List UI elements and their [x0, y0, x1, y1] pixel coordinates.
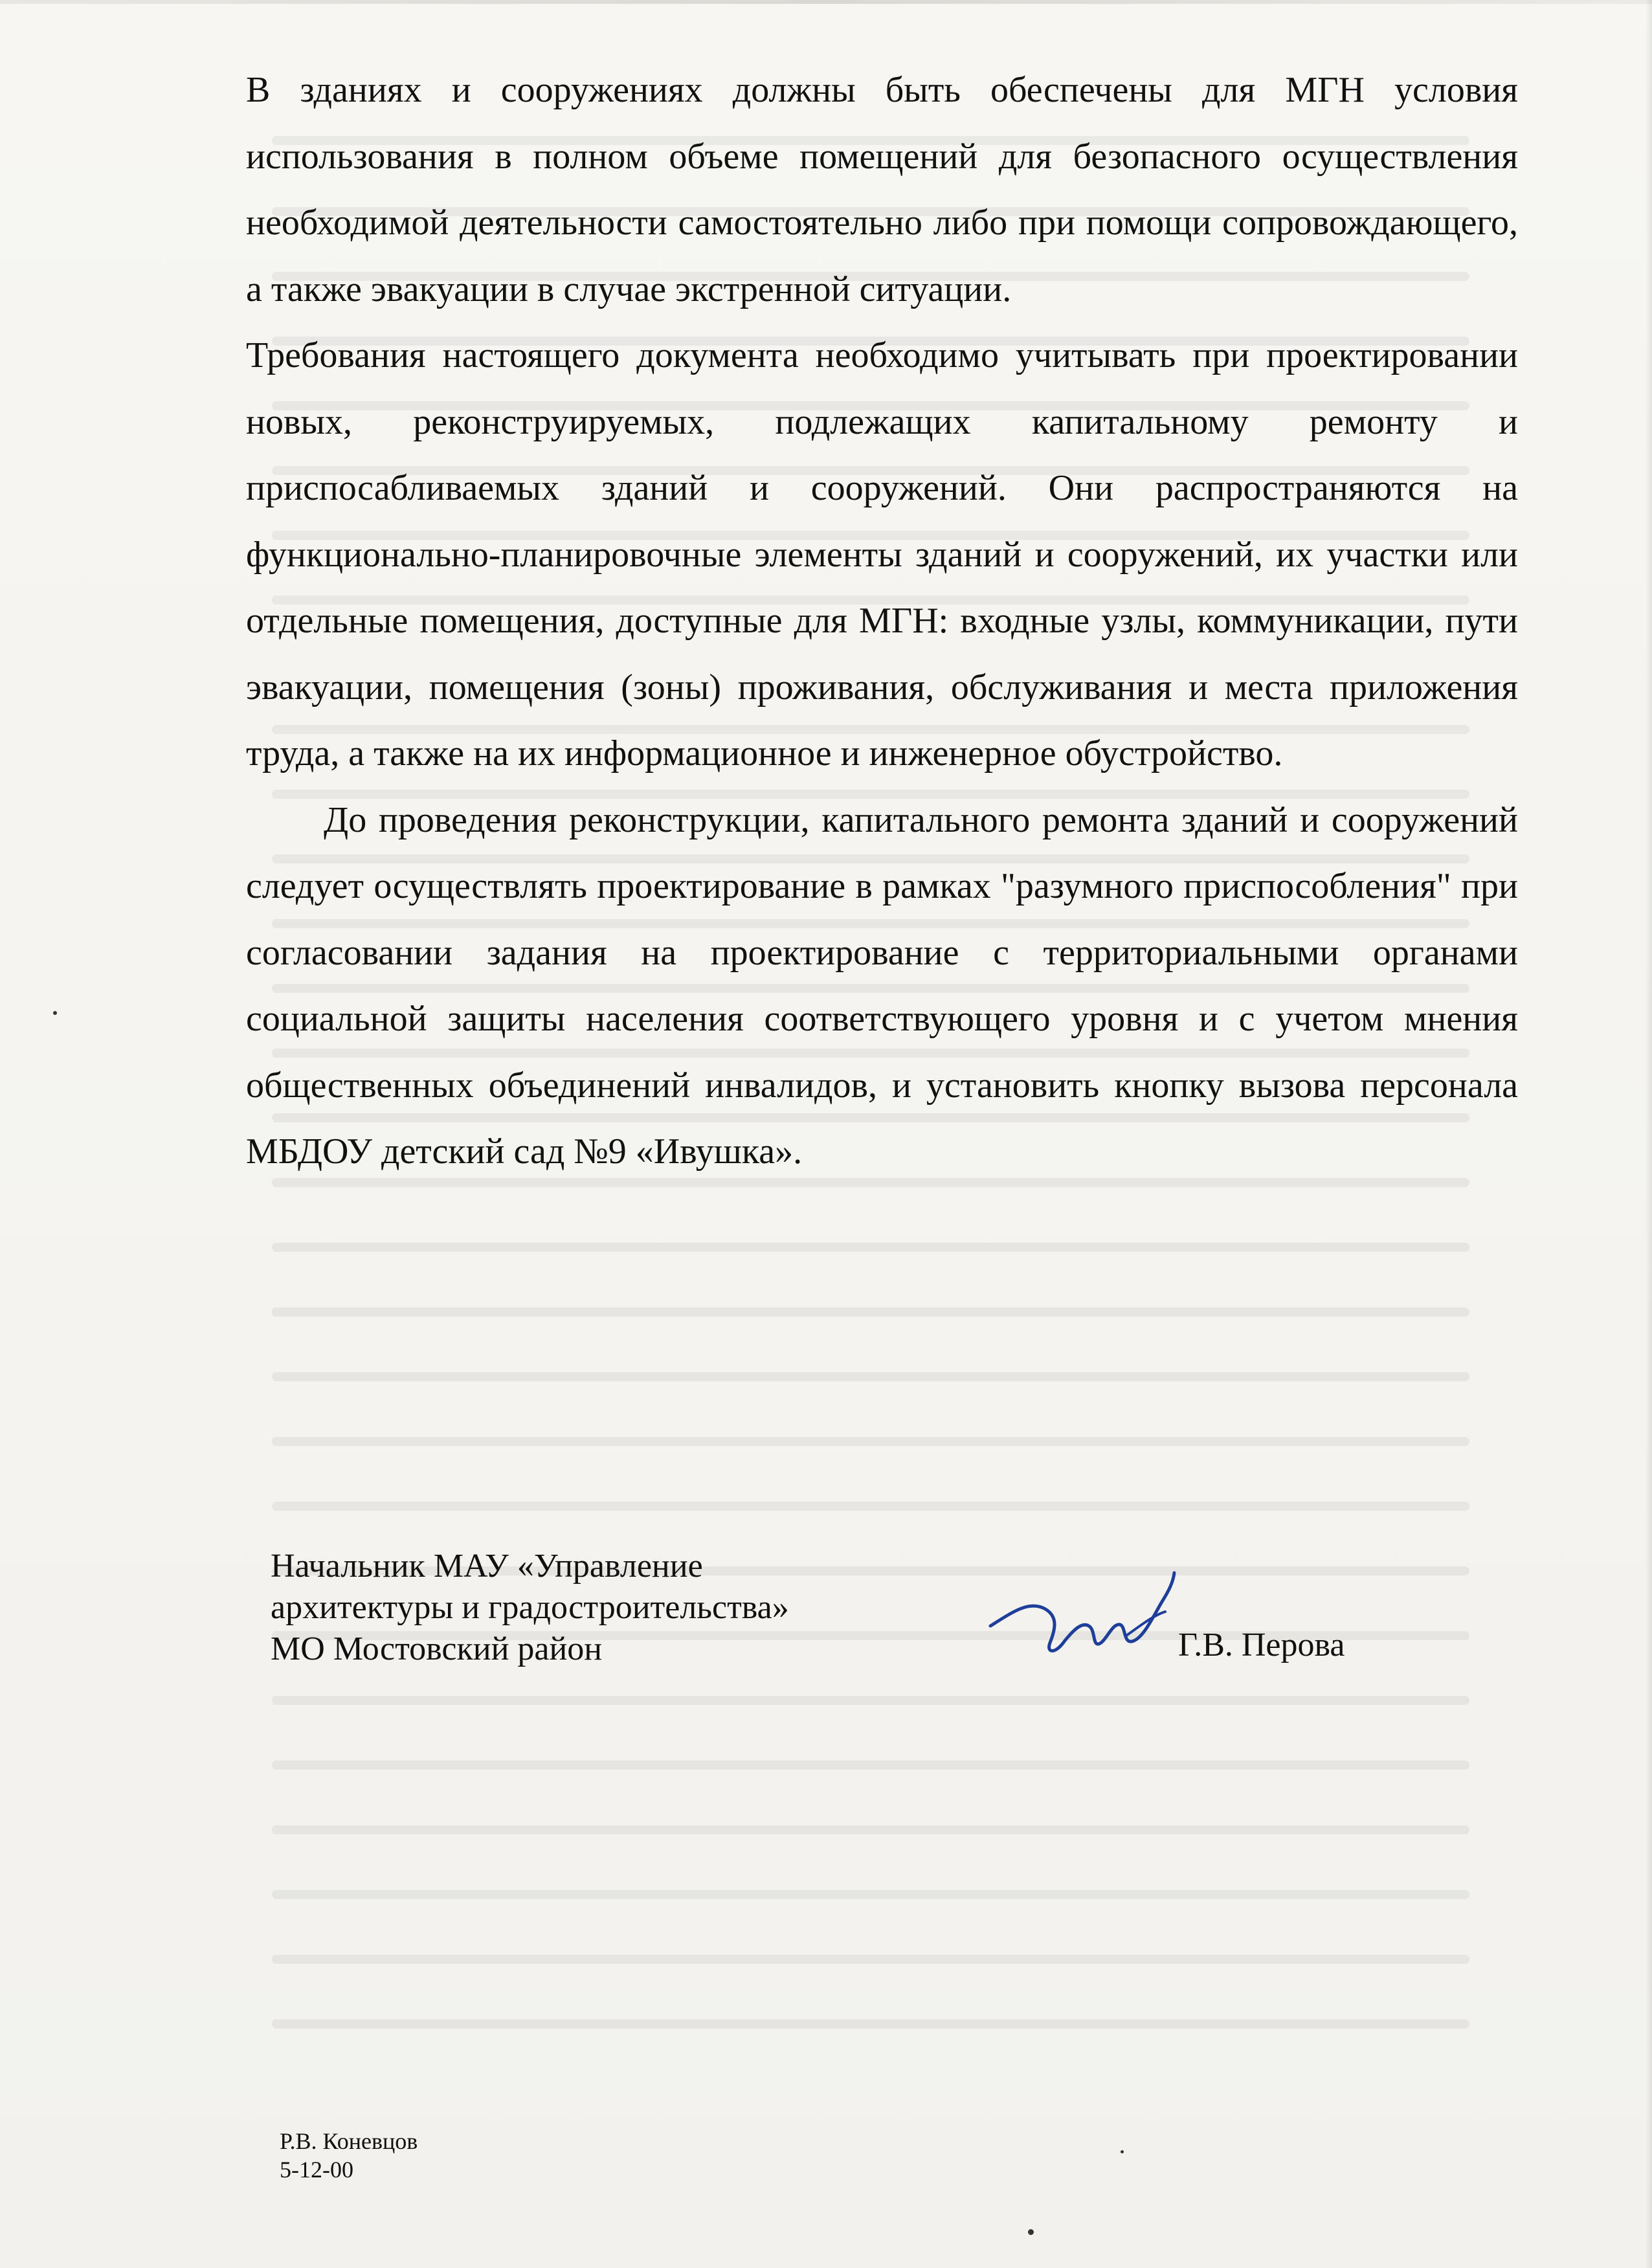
paragraph-2: Требования настоящего документа необходимо учитывать при проектировании новых, реконструируемых, подлежащих капитальному ремонту и приспосабливаемых зданий и сооружений. Они распространяются на функционально-планировочные элементы зданий и сооружений, их участки или отдельные помещения, доступные для МГН: входные узлы, коммуникации, пути эвакуации, помещения (зоны) проживания, обслуживания и места приложения труда, а также на их информационное и инженерное обустройство. [246, 335, 1518, 773]
signatory-name: Г.В. Перова [1178, 1627, 1345, 1663]
scan-speck [1121, 2150, 1124, 2153]
footer-author: Р.В. Коневцов [280, 2128, 418, 2154]
handwritten-signature [984, 1553, 1178, 1670]
scan-speck [1028, 2229, 1034, 2235]
document-body [246, 57, 1518, 1185]
signature-title-line-2: архитектуры и градостроительства» [271, 1589, 789, 1626]
footer-phone: 5-12-00 [280, 2157, 353, 2183]
signature-title-line-1: Начальник МАУ «Управление [271, 1548, 703, 1584]
scan-top-edge [0, 0, 1652, 4]
signature-title-line-3: МО Мостовский район [271, 1630, 603, 1667]
paragraph-3: До проведения реконструкции, капитального ремонта зданий и сооружений следует осуществлять проектирование в рамках "разумного приспособления" при согласовании задания на проектирование с территориальными органами социальной защиты населения соответствующего уровня и с учетом мнения общественных объединений инвалидов, и установить кнопку вызова персонала МБДОУ детский сад №9 «Ивушка». [246, 799, 1518, 1172]
document-footer [280, 2127, 418, 2184]
scan-speck [53, 1011, 57, 1015]
scan-right-edge [1646, 0, 1652, 2268]
paragraph-1: В зданиях и сооружениях должны быть обеспечены для МГН условия использования в полном объеме помещений для безопасного осуществления необходимой деятельности самостоятельно либо при помощи сопровождающего, а также эвакуации в случае экстренной ситуации. [246, 70, 1518, 309]
